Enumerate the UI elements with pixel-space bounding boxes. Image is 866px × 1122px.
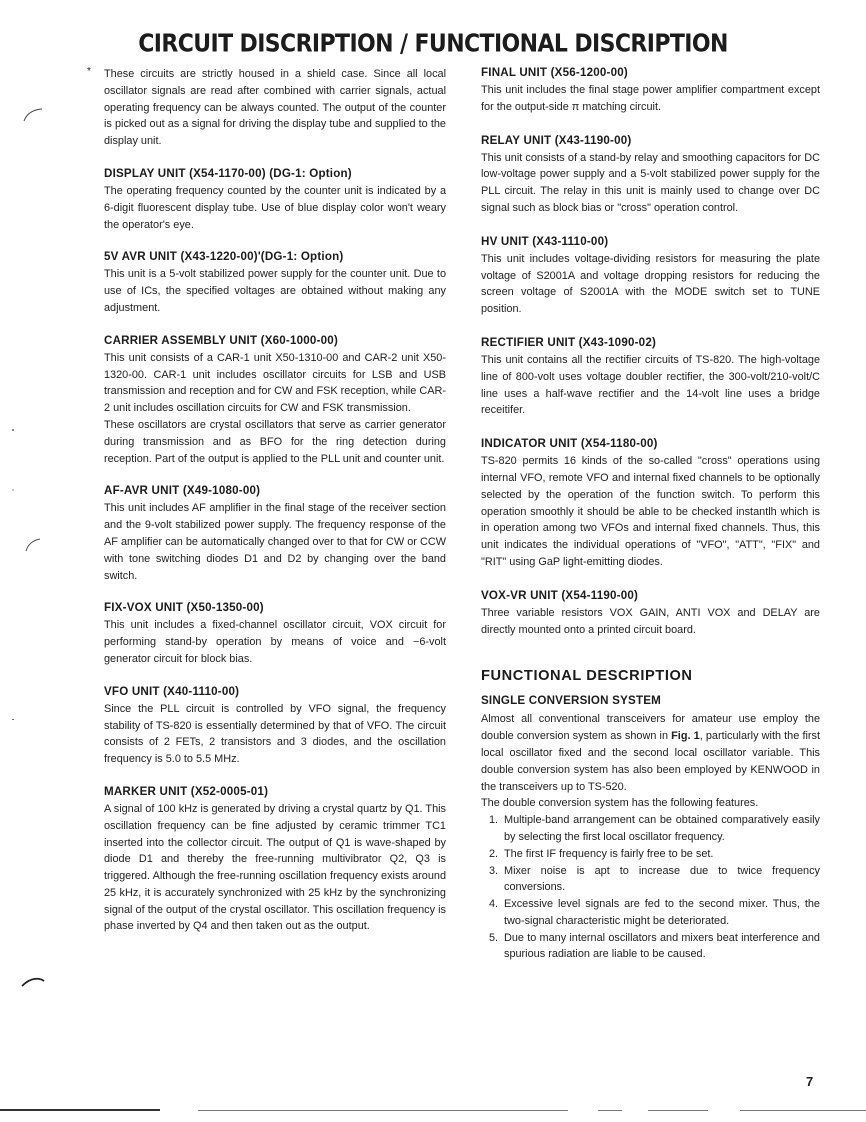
section-title: FIX-VOX UNIT (X50-1350-00): [104, 601, 264, 615]
section-title: RELAY UNIT (X43-1190-00): [481, 133, 632, 147]
section-title: FINAL UNIT (X56-1200-00): [481, 66, 628, 79]
footer-rule: [740, 1110, 866, 1111]
intro-text: These circuits are strictly housed in a shield case. Since all local oscillator signals are read after combined with carrier signals, actual operating frequency can be always counted. The output of the counter is picked out as a signal for driving the display tube and supplied to the display unit.: [104, 68, 446, 148]
section-body: Since the PLL circuit is controlled by VFO signal, the frequency stability of TS-820 is essentially determined by that of VFO. The circuit consists of 2 FETs, 2 transistors and 3 diodes, and the oscillation frequency is 5.0 to 5.5 MHz.: [104, 702, 446, 766]
margin-mark: [24, 538, 42, 552]
paragraph-text: Almost all conventional transceivers for amateur use employ the double conversion system as shown in: [481, 713, 820, 743]
section-title: VFO UNIT (X40-1110-00): [104, 684, 240, 698]
list-number: 2.: [489, 847, 499, 860]
intro-bullet: *: [87, 66, 91, 77]
section-title: 5V AVR UNIT (X43-1220-00)'(DG-1: Option): [104, 250, 344, 264]
functional-paragraph: [481, 711, 820, 795]
list-item: [481, 863, 820, 897]
section-body-continued: These oscillators are crystal oscillators that serve as carrier generator during transmission and as BFO for the ring detection during reception. Part of the output is applied to the PLL unit and counter unit.: [104, 418, 446, 465]
list-number: 3.: [489, 864, 499, 877]
section-af-avr-unit: [104, 484, 446, 584]
features-list: [481, 812, 820, 963]
section-vfo-unit: [104, 685, 446, 768]
margin-mark: [20, 976, 46, 988]
section-title: RECTIFIER UNIT (X43-1090-02): [481, 335, 657, 349]
section-title: MARKER UNIT (X52-0005-01): [104, 784, 269, 798]
page-title: CIRCUIT DISCRIPTION / FUNCTIONAL DISCRIPTION: [138, 30, 728, 58]
margin-mark: [10, 420, 16, 720]
list-text: Excessive level signals are fed to the second mixer. Thus, the two-signal characteristic might be deteriorated.: [504, 898, 820, 927]
figure-reference: Fig. 1: [671, 730, 700, 743]
list-item: [481, 930, 820, 964]
section-body: This unit includes voltage-dividing resistors for measuring the plate voltage of S2001A and voltage dropping resistors for reducing the screen voltage of S2001A with the MODE switch set to TUNE position.: [481, 252, 820, 316]
functional-description-heading: FUNCTIONAL DESCRIPTION: [481, 668, 693, 685]
section-body: This unit contains all the rectifier circuits of TS-820. The high-voltage line of 800-volt uses voltage doubler rectifier, the 300-volt/210-volt/C line uses a half-wave rectifier and the 14-volt line uses a bridge receitifer.: [481, 353, 820, 417]
list-number: 4.: [489, 898, 499, 911]
section-title: HV UNIT (X43-1110-00): [481, 234, 609, 248]
section-title: INDICATOR UNIT (X54-1180-00): [481, 437, 658, 451]
list-text: Due to many internal oscillators and mixers beat interference and spurious radiation are liable to be caused.: [504, 931, 820, 961]
features-intro: The double conversion system has the following features.: [481, 797, 759, 810]
section-body: This unit includes the final stage power amplifier compartment except for the output-side π matching circuit.: [481, 84, 820, 113]
section-title: CARRIER ASSEMBLY UNIT (X60-1000-00): [104, 333, 338, 347]
section-body: TS-820 permits 16 kinds of the so-called "cross" operations using internal VFO, remote VFO and internal fixed channels to be optionally selected by the operation of the function switch. To perform this operation smoothly it should be able to be checked instantlh which is in operation among two VFOs and internal fixed channels. Thus, this unit indicates the individual operations of "VFO", "ATT", "FIX" and "RIT" using GaP light-emitting diodes.: [481, 455, 820, 568]
section-rectifier-unit: [481, 336, 820, 419]
section-display-unit: [104, 167, 446, 233]
page-number: 7: [806, 1074, 814, 1089]
section-body: A signal of 100 kHz is generated by driving a crystal quartz by Q1. This oscillation frequency can be fine adjusted by ceramic trimmer TC1 inserted into the collector circuit. The output of Q1 is wave-shaped by diode D1 and thereby the free-running multivibrator Q2, Q3 is triggered. Although the free-running oscillation frequency exists around 25 kHz, it is accurately synchronized with 25 kHz by the synchronizing signal of the output of the crystal oscillator. This oscillation frequency is phase inverted by Q4 and then taken out as the output.: [104, 802, 446, 933]
footer-rule: [198, 1110, 568, 1111]
section-fix-vox-unit: [104, 601, 446, 667]
footer-rule: [0, 1109, 160, 1111]
footer-rule: [648, 1110, 708, 1111]
left-column: [87, 66, 446, 935]
section-hv-unit: [481, 235, 820, 318]
section-body: This unit includes AF amplifier in the final stage of the receiver section and the 9-volt stabilized power supply. The frequency response of the AF amplifier can be automatically changed over to that for CW or CCW with tone switching diodes D1 and D2 by changing over the band switch.: [104, 502, 446, 582]
section-relay-unit: [481, 134, 820, 217]
section-marker-unit: [104, 785, 446, 935]
section-title: VOX-VR UNIT (X54-1190-00): [481, 588, 639, 602]
section-5v-avr-unit: [104, 250, 446, 316]
section-body: This unit consists of a stand-by relay and smoothing capacitors for DC low-voltage power supply and a 5-volt stabilized power supply for the PLL circuit. The relay in this unit is mainly used to change over DC signal such as block bias or "cross" operation control.: [481, 151, 820, 214]
list-number: 5.: [489, 931, 499, 944]
list-item: [481, 896, 820, 930]
section-title: AF-AVR UNIT (X49-1080-00): [104, 484, 261, 498]
single-conversion-heading: SINGLE CONVERSION SYSTEM: [481, 694, 662, 708]
section-final-unit: [481, 66, 820, 116]
section-vox-vr-unit: [481, 589, 820, 639]
footer-rule: [598, 1110, 622, 1111]
list-item: [481, 846, 820, 863]
intro-section: [87, 66, 446, 150]
list-number: 1.: [489, 814, 499, 827]
paragraph-text: , particularly with the first local oscillator fixed and the second local oscillator variable. This double conversion system has also been employed by KENWOOD in the transceivers up to TS-520.: [481, 730, 820, 793]
section-body: This unit is a 5-volt stabilized power supply for the counter unit. Due to use of ICs, the specified voltages are obtained without making any adjustment.: [104, 268, 446, 314]
list-item: [481, 812, 820, 846]
section-title: DISPLAY UNIT (X54-1170-00) (DG-1: Option): [104, 166, 352, 180]
section-body: The operating frequency counted by the counter unit is indicated by a 6-digit fluorescent display tube. Use of blue display color won't weary the operator's eye.: [104, 184, 446, 231]
section-indicator-unit: [481, 437, 820, 571]
section-body: Three variable resistors VOX GAIN, ANTI VOX and DELAY are directly mounted onto a printed circuit board.: [481, 606, 820, 636]
list-text: Mixer noise is apt to increase due to twice frequency conversions.: [504, 864, 820, 894]
list-text: Multiple-band arrangement can be obtained comparatively easily by selecting the first local oscillator frequency.: [504, 814, 820, 843]
margin-mark: [22, 108, 44, 122]
section-body: This unit includes a fixed-channel oscillator circuit, VOX circuit for performing stand-by operation by means of voice and −6-volt generator circuit for block bias.: [104, 619, 446, 665]
list-text: The first IF frequency is fairly free to be set.: [504, 847, 714, 860]
right-column: [481, 66, 820, 963]
section-carrier-assembly-unit: [104, 334, 446, 468]
section-body: This unit consists of a CAR-1 unit X50-1310-00 and CAR-2 unit X50-1320-00. CAR-1 unit includes oscillator circuits for LSB and USB transmission and reception and for CW and FSK reception, while CAR-2 unit includes oscillation circuits for CW and FSK transmission.: [104, 351, 446, 415]
